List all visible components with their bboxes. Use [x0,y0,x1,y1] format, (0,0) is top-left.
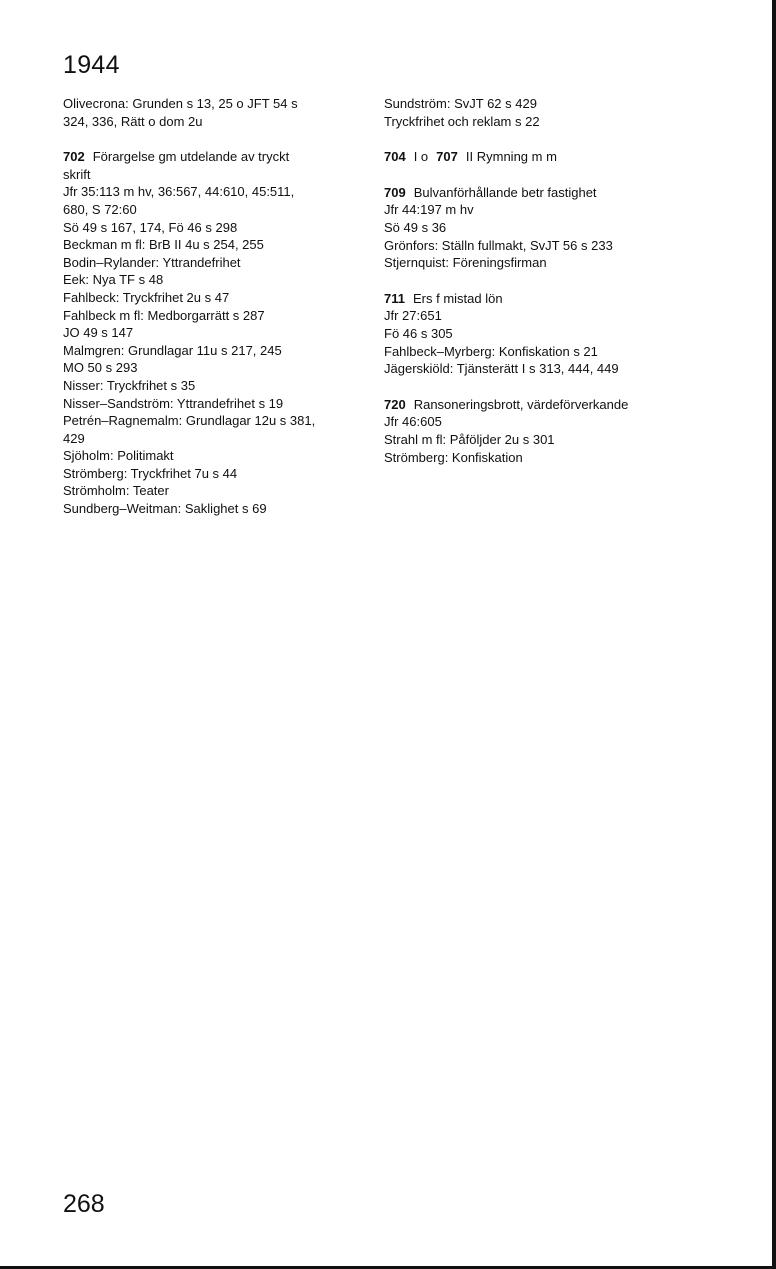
section-number: 707 [436,149,458,165]
reference-line: 680, S 72:60 [63,201,137,217]
heading-text: Ransoneringsbrott, värdeförverkande [413,396,629,412]
reference-line: Grönfors: Ställn fullmakt, SvJT 56 s 233 [384,237,613,253]
right-column [384,95,684,484]
entry-heading [63,148,363,166]
reference-line: Olivecrona: Grunden s 13, 25 o JFT 54 s [63,96,298,111]
reference-line: Fahlbeck: Tryckfrihet 2u s 47 [63,289,230,305]
heading-text: Ers f mistad lön [412,290,503,306]
reference-line: Jfr 35:113 m hv, 36:567, 44:610, 45:511, [63,184,295,200]
reference-line: Strömberg: Tryckfrihet 7u s 44 [63,465,238,481]
reference-line: Sundström: SvJT 62 s 429 [384,96,537,111]
index-entry [63,148,363,517]
reference-line: Strömberg: Konfiskation [384,449,523,465]
entry-heading [384,290,684,308]
section-number: 704 [384,149,406,165]
reference-line: Jfr 44:197 m hv [384,202,474,218]
entry-heading [384,148,684,166]
index-entry [384,148,684,166]
reference-line: Fahlbeck m fl: Medborgarrätt s 287 [63,307,265,323]
page-title-year: 1944 [63,51,120,79]
reference-line: Strömholm: Teater [63,483,169,499]
page-right-edge [772,0,776,1269]
reference-line: Eek: Nya TF s 48 [63,272,164,288]
reference-line: JO 49 s 147 [63,325,134,341]
index-entry [63,95,363,130]
reference-line: Fahlbeck–Myrberg: Konfiskation s 21 [384,343,598,359]
reference-line: Sjöholm: Politimakt [63,448,174,464]
index-entry [384,184,684,272]
index-entry [384,290,684,378]
index-entry [384,95,684,130]
entry-heading [384,184,684,202]
entry-heading [384,396,684,414]
section-number: 702 [63,149,85,165]
reference-line: 429 [63,430,85,446]
reference-line: Tryckfrihet och reklam s 22 [384,113,540,129]
left-column [63,95,363,536]
reference-line: Malmgren: Grundlagar 11u s 217, 245 [63,342,282,358]
reference-line: Stjernquist: Föreningsfirman [384,255,547,271]
reference-line: Jfr 46:605 [384,414,442,430]
reference-line: Beckman m fl: BrB II 4u s 254, 255 [63,237,264,253]
reference-line: Bodin–Rylander: Yttrandefrihet [63,254,241,270]
index-entry [384,396,684,466]
reference-line: Fö 46 s 305 [384,325,453,341]
reference-line: Petrén–Ragnemalm: Grundlagar 12u s 381, [63,413,316,429]
heading-text: Rymning m m [476,149,557,165]
section-number: 720 [384,396,406,412]
reference-line: Sundberg–Weitman: Saklighet s 69 [63,501,267,517]
reference-line: MO 50 s 293 [63,360,138,376]
reference-line: Nisser: Tryckfrihet s 35 [63,377,196,393]
reference-line: Nisser–Sandström: Yttrandefrihet s 19 [63,395,284,411]
reference-line: Strahl m fl: Påföljder 2u s 301 [384,431,555,447]
page-number: 268 [63,1190,105,1218]
reference-line: 324, 336, Rätt o dom 2u [63,113,203,129]
reference-line: Sö 49 s 36 [384,219,447,235]
reference-line: Jfr 27:651 [384,308,442,324]
heading-text: Förargelse gm utdelande av tryckt [92,149,290,165]
heading-text: Bulvanförhållande betr fastighet [413,184,597,200]
section-number: 711 [384,290,405,306]
reference-line: skrift [63,166,91,182]
section-number: 709 [384,184,406,200]
heading-text: II [465,149,474,165]
reference-line: Sö 49 s 167, 174, Fö 46 s 298 [63,219,238,235]
reference-line: Jägerskiöld: Tjänsterätt I s 313, 444, 449 [384,361,619,377]
heading-text: I o [413,149,429,165]
